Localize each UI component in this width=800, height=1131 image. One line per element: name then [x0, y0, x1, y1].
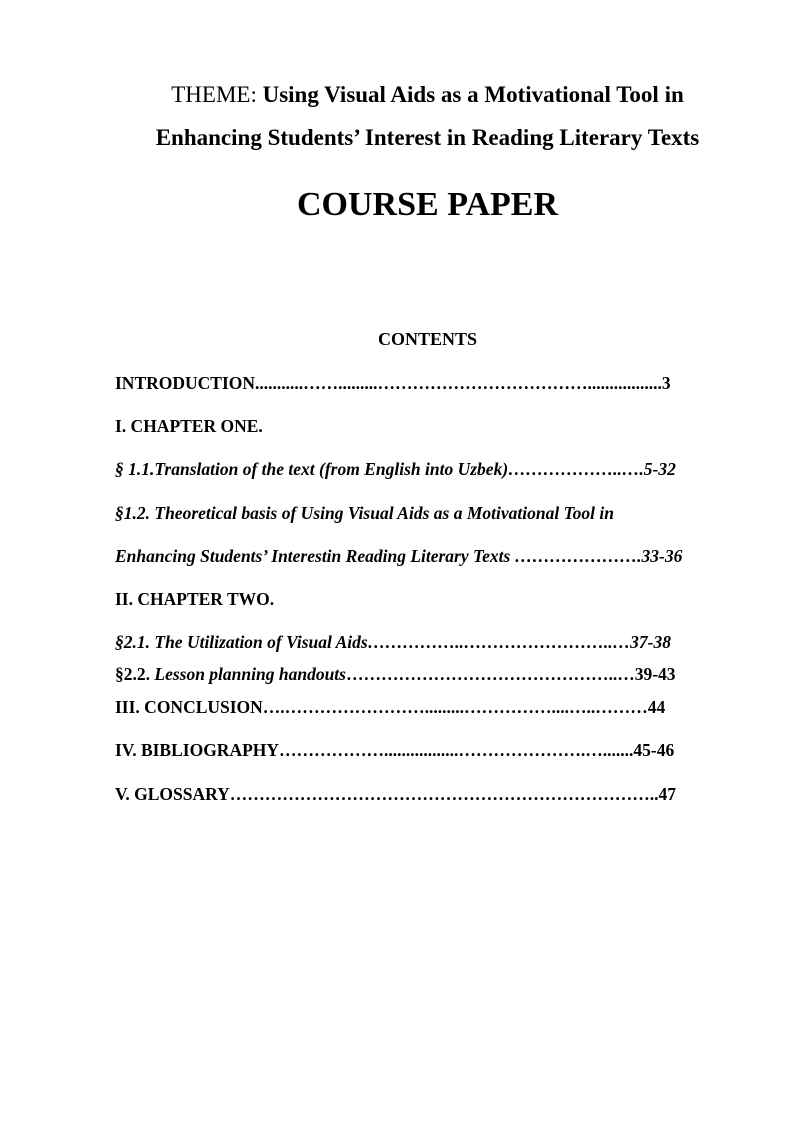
- toc-entry-section-2-2-prefix: §2.2.: [115, 664, 155, 684]
- toc-entry-chapter-one: I. CHAPTER ONE.: [115, 416, 263, 436]
- toc-entry-introduction: INTRODUCTION...........…….........……………………………….................3: [115, 373, 671, 393]
- toc-entry-chapter-two: II. CHAPTER TWO.: [115, 589, 275, 609]
- theme-prefix: THEME:: [171, 82, 257, 107]
- contents-heading: CONTENTS: [377, 329, 478, 349]
- toc-entry-section-2-2-label: Lesson planning handouts: [154, 664, 346, 684]
- theme-line-2: [0, 125, 800, 151]
- theme-title-line-2: Enhancing Students’ Interest in Reading Literary Texts: [155, 125, 700, 150]
- document-type-title: COURSE PAPER: [297, 186, 558, 223]
- toc-entry-conclusion: III. CONCLUSION….…………………….........……………....…..………44: [115, 697, 666, 717]
- theme-line-1: [0, 82, 800, 108]
- toc-entry-bibliography: IV. BIBLIOGRAPHY……………….................………………….….......45-46: [115, 740, 675, 760]
- toc-entry-section-2-1: §2.1. The Utilization of Visual Aids……………..……………………..…37-38: [115, 632, 671, 652]
- toc-entry-section-1-2-line-2: Enhancing Students’ Interestin Reading Literary Texts ………………….33-36: [115, 546, 683, 566]
- toc-entry-section-1-1: § 1.1.Translation of the text (from English into Uzbek)………………..….5-32: [115, 459, 676, 479]
- toc-entry-glossary: V. GLOSSARY………………………………………………………………..47: [115, 784, 677, 804]
- theme-title-line-1: Using Visual Aids as a Motivational Tool in: [262, 82, 684, 107]
- toc-entry-section-2-2-suffix: ………………………………………..…39-43: [345, 664, 676, 684]
- toc-entry-section-1-2-line-1: §1.2. Theoretical basis of Using Visual Aids as a Motivational Tool in: [115, 503, 614, 523]
- toc-entry-section-2-2: [115, 664, 676, 685]
